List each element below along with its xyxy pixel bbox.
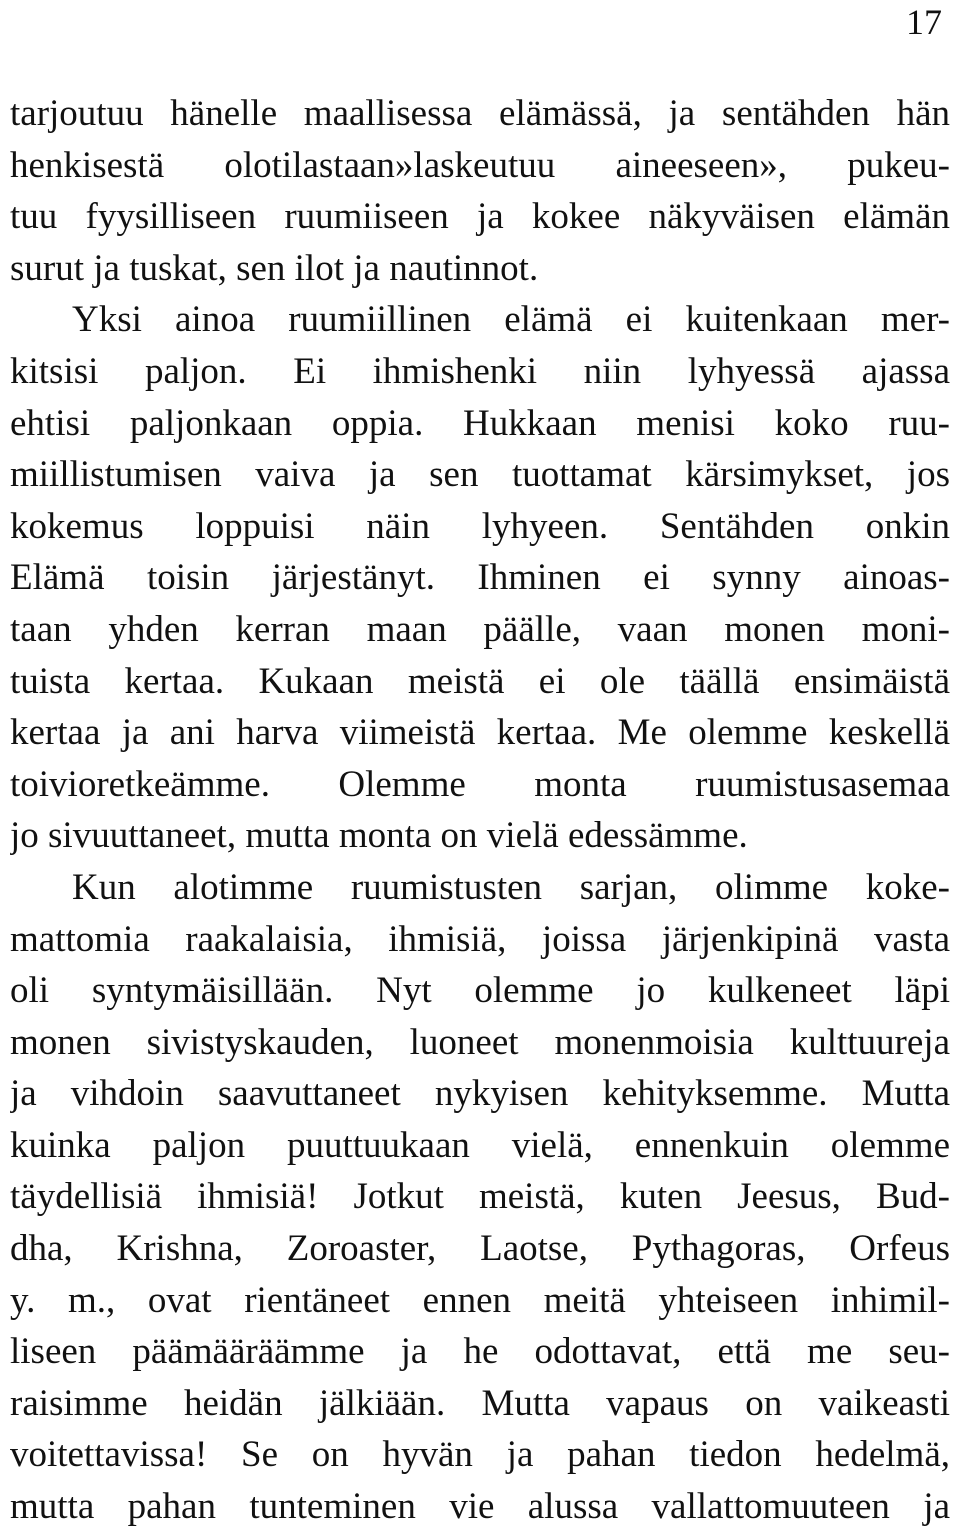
- text-line: kuinka paljon puuttuukaan vielä, ennenkuin olemme: [10, 1124, 950, 1166]
- text-line: mattomia raakalaisia, ihmisiä, joissa järjenkipinä vasta: [10, 918, 950, 960]
- text-line: y. m., ovat rientäneet ennen meitä yhteiseen inhimil-: [10, 1279, 950, 1321]
- text-line: henkisestä olotilastaan»laskeutuu aineeseen», pukeu-: [10, 144, 950, 186]
- text-line: voitettavissa! Se on hyvän ja pahan tiedon hedelmä,: [10, 1434, 950, 1476]
- text-line: tuu fyysilliseen ruumiiseen ja kokee näkyväisen elämän: [10, 196, 950, 238]
- text-line: taan yhden kerran maan päälle, vaan monen moni-: [10, 608, 950, 650]
- body-text: [10, 88, 950, 1533]
- text-line: surut ja tuskat, sen ilot ja nautinnot.: [10, 247, 539, 289]
- paragraph-2: [10, 294, 950, 862]
- paragraph-3: [10, 862, 950, 1533]
- text-line: Elämä toisin järjestänyt. Ihminen ei synny ainoas-: [10, 557, 950, 599]
- text-line: tarjoutuu hänelle maallisessa elämässä, ja sentähden hän: [10, 93, 950, 134]
- text-line: Kun alotimme ruumistusten sarjan, olimme koke-: [72, 866, 950, 908]
- text-line: oli syntymäisillään. Nyt olemme jo kulkeneet läpi: [10, 970, 950, 1012]
- text-line: liseen päämääräämme ja he odottavat, että me seu-: [10, 1331, 950, 1373]
- page-number: 17: [906, 2, 942, 42]
- text-line: miillistumisen vaiva ja sen tuottamat kärsimykset, jos: [10, 454, 950, 496]
- text-line: tuista kertaa. Kukaan meistä ei ole täällä ensimäistä: [10, 660, 950, 702]
- text-line: ja vihdoin saavuttaneet nykyisen kehityksemme. Mutta: [10, 1073, 950, 1115]
- text-line: kitsisi paljon. Ei ihmishenki niin lyhyessä ajassa: [10, 350, 950, 392]
- paragraph-1: [10, 88, 950, 294]
- text-line: kokemus loppuisi näin lyhyeen. Sentähden onkin: [10, 505, 950, 547]
- text-line: raisimme heidän jälkiään. Mutta vapaus on vaikeasti: [10, 1382, 950, 1424]
- text-line: toivioretkeämme. Olemme monta ruumistusasemaa: [10, 763, 950, 805]
- text-line: täydellisiä ihmisiä! Jotkut meistä, kuten Jeesus, Bud-: [10, 1176, 950, 1218]
- text-line: ehtisi paljonkaan oppia. Hukkaan menisi koko ruu-: [10, 402, 950, 444]
- text-line: monen sivistyskauden, luoneet monenmoisia kulttuureja: [10, 1021, 950, 1063]
- text-line: Yksi ainoa ruumiillinen elämä ei kuitenkaan mer-: [72, 299, 950, 341]
- text-line: mutta pahan tunteminen vie alussa vallattomuuteen ja: [10, 1486, 950, 1528]
- text-line: dha, Krishna, Zoroaster, Laotse, Pythagoras, Orfeus: [10, 1228, 950, 1270]
- text-line: kertaa ja ani harva viimeistä kertaa. Me olemme keskellä: [10, 712, 950, 754]
- text-line: jo sivuuttaneet, mutta monta on vielä edessämme.: [10, 815, 748, 857]
